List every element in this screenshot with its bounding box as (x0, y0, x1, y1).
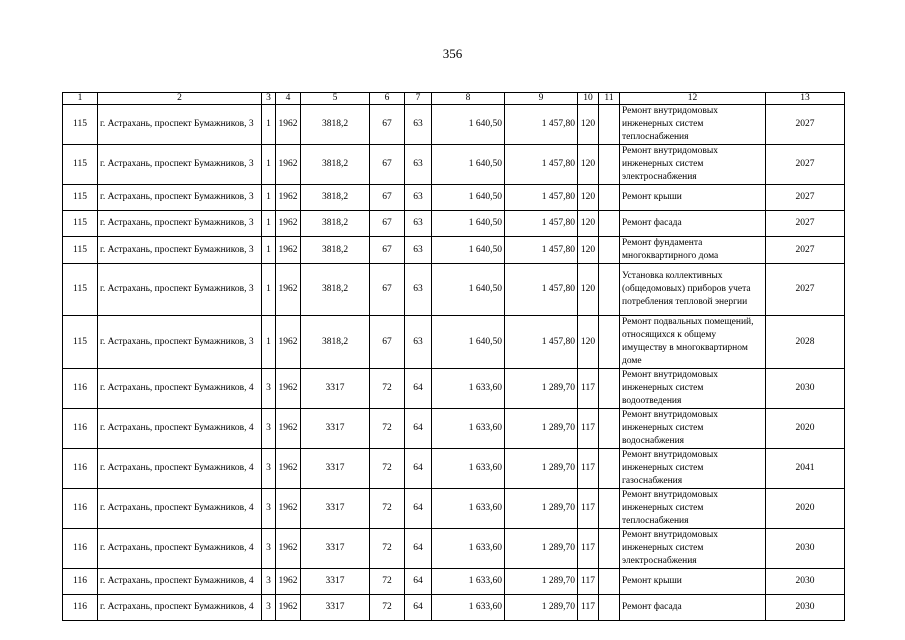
col-9-value: 1 289,70 (505, 595, 578, 621)
col-7-value: 64 (405, 449, 432, 489)
col-6-value: 72 (370, 529, 405, 569)
column-number: 9 (505, 93, 578, 105)
col-7-value: 63 (405, 211, 432, 237)
page-number: 356 (442, 46, 463, 61)
col-11-value (599, 316, 620, 369)
col-9-value: 1 457,80 (505, 185, 578, 211)
address: г. Астрахань, проспект Бумажников, 4 (98, 489, 262, 529)
total-area: 3818,2 (301, 237, 370, 264)
col-7-value: 64 (405, 569, 432, 595)
col-11-value (599, 449, 620, 489)
col-6-value: 67 (370, 316, 405, 369)
col-3-value: 1 (262, 211, 276, 237)
work-type: Ремонт внутридомовых инженерных систем водоснабжения (620, 409, 766, 449)
col-3-value: 1 (262, 316, 276, 369)
address: г. Астрахань, проспект Бумажников, 3 (98, 264, 262, 316)
build-year: 1962 (276, 211, 301, 237)
col-10-value: 120 (578, 145, 599, 185)
build-year: 1962 (276, 145, 301, 185)
col-11-value (599, 369, 620, 409)
table-row (63, 449, 845, 489)
col-10-value: 117 (578, 529, 599, 569)
address: г. Астрахань, проспект Бумажников, 3 (98, 145, 262, 185)
col-11-value (599, 264, 620, 316)
col-9-value: 1 457,80 (505, 237, 578, 264)
total-area: 3818,2 (301, 185, 370, 211)
work-type: Ремонт внутридомовых инженерных систем газоснабжения (620, 449, 766, 489)
work-type: Ремонт крыши (620, 185, 766, 211)
col-11-value (599, 145, 620, 185)
column-number: 7 (405, 93, 432, 105)
col-9-value: 1 289,70 (505, 489, 578, 529)
address: г. Астрахань, проспект Бумажников, 3 (98, 211, 262, 237)
col-7-value: 64 (405, 595, 432, 621)
total-area: 3317 (301, 369, 370, 409)
col-6-value: 67 (370, 237, 405, 264)
col-10-value: 117 (578, 489, 599, 529)
col-8-value: 1 633,60 (432, 489, 505, 529)
address: г. Астрахань, проспект Бумажников, 3 (98, 237, 262, 264)
col-9-value: 1 457,80 (505, 316, 578, 369)
work-type: Ремонт внутридомовых инженерных систем электроснабжения (620, 529, 766, 569)
total-area: 3818,2 (301, 264, 370, 316)
planned-year: 2020 (766, 489, 845, 529)
table-row (63, 409, 845, 449)
col-3-value: 1 (262, 105, 276, 145)
col-7-value: 63 (405, 105, 432, 145)
house-number: 115 (63, 105, 98, 145)
table-row (63, 316, 845, 369)
work-type: Ремонт фундамента многоквартирного дома (620, 237, 766, 264)
col-11-value (599, 211, 620, 237)
col-9-value: 1 457,80 (505, 145, 578, 185)
col-10-value: 120 (578, 316, 599, 369)
house-number: 116 (63, 449, 98, 489)
col-8-value: 1 640,50 (432, 145, 505, 185)
col-8-value: 1 640,50 (432, 211, 505, 237)
column-number: 4 (276, 93, 301, 105)
col-9-value: 1 457,80 (505, 105, 578, 145)
total-area: 3818,2 (301, 316, 370, 369)
col-7-value: 63 (405, 185, 432, 211)
work-type: Установка коллективных (общедомовых) приборов учета потребления тепловой энергии (620, 264, 766, 316)
col-9-value: 1 289,70 (505, 449, 578, 489)
planned-year: 2027 (766, 211, 845, 237)
column-number: 1 (63, 93, 98, 105)
col-7-value: 64 (405, 529, 432, 569)
capital-repair-table (62, 92, 845, 621)
build-year: 1962 (276, 449, 301, 489)
col-6-value: 72 (370, 369, 405, 409)
col-9-value: 1 289,70 (505, 409, 578, 449)
build-year: 1962 (276, 105, 301, 145)
planned-year: 2027 (766, 237, 845, 264)
work-type: Ремонт фасада (620, 595, 766, 621)
planned-year: 2030 (766, 595, 845, 621)
col-8-value: 1 633,60 (432, 529, 505, 569)
build-year: 1962 (276, 529, 301, 569)
col-6-value: 72 (370, 409, 405, 449)
planned-year: 2027 (766, 185, 845, 211)
column-number: 13 (766, 93, 845, 105)
address: г. Астрахань, проспект Бумажников, 4 (98, 529, 262, 569)
build-year: 1962 (276, 316, 301, 369)
col-8-value: 1 640,50 (432, 105, 505, 145)
total-area: 3317 (301, 569, 370, 595)
address: г. Астрахань, проспект Бумажников, 4 (98, 449, 262, 489)
planned-year: 2027 (766, 105, 845, 145)
planned-year: 2041 (766, 449, 845, 489)
house-number: 115 (63, 237, 98, 264)
col-8-value: 1 640,50 (432, 237, 505, 264)
col-6-value: 67 (370, 185, 405, 211)
col-10-value: 117 (578, 409, 599, 449)
work-type: Ремонт внутридомовых инженерных систем водоотведения (620, 369, 766, 409)
build-year: 1962 (276, 569, 301, 595)
table-row (63, 237, 845, 264)
column-number: 3 (262, 93, 276, 105)
build-year: 1962 (276, 264, 301, 316)
table-row (63, 264, 845, 316)
col-6-value: 67 (370, 145, 405, 185)
col-11-value (599, 237, 620, 264)
planned-year: 2030 (766, 529, 845, 569)
work-type: Ремонт внутридомовых инженерных систем теплоснабжения (620, 489, 766, 529)
col-9-value: 1 289,70 (505, 569, 578, 595)
column-number: 8 (432, 93, 505, 105)
total-area: 3317 (301, 489, 370, 529)
house-number: 116 (63, 569, 98, 595)
col-3-value: 1 (262, 145, 276, 185)
col-10-value: 120 (578, 237, 599, 264)
column-number: 6 (370, 93, 405, 105)
address: г. Астрахань, проспект Бумажников, 4 (98, 569, 262, 595)
col-11-value (599, 185, 620, 211)
total-area: 3317 (301, 409, 370, 449)
col-10-value: 117 (578, 569, 599, 595)
column-number: 2 (98, 93, 262, 105)
col-8-value: 1 633,60 (432, 569, 505, 595)
work-type: Ремонт фасада (620, 211, 766, 237)
col-3-value: 3 (262, 449, 276, 489)
col-10-value: 120 (578, 211, 599, 237)
col-7-value: 63 (405, 145, 432, 185)
address: г. Астрахань, проспект Бумажников, 4 (98, 409, 262, 449)
col-6-value: 67 (370, 105, 405, 145)
col-9-value: 1 289,70 (505, 369, 578, 409)
col-3-value: 1 (262, 237, 276, 264)
table-row (63, 595, 845, 621)
col-10-value: 117 (578, 595, 599, 621)
col-7-value: 63 (405, 316, 432, 369)
col-6-value: 72 (370, 489, 405, 529)
col-9-value: 1 457,80 (505, 264, 578, 316)
total-area: 3818,2 (301, 105, 370, 145)
col-8-value: 1 633,60 (432, 595, 505, 621)
house-number: 116 (63, 489, 98, 529)
address: г. Астрахань, проспект Бумажников, 3 (98, 316, 262, 369)
table-row (63, 211, 845, 237)
address: г. Астрахань, проспект Бумажников, 4 (98, 595, 262, 621)
address: г. Астрахань, проспект Бумажников, 4 (98, 369, 262, 409)
planned-year: 2020 (766, 409, 845, 449)
col-10-value: 117 (578, 369, 599, 409)
total-area: 3317 (301, 449, 370, 489)
planned-year: 2028 (766, 316, 845, 369)
col-3-value: 3 (262, 569, 276, 595)
col-9-value: 1 289,70 (505, 529, 578, 569)
total-area: 3818,2 (301, 145, 370, 185)
col-11-value (599, 489, 620, 529)
build-year: 1962 (276, 595, 301, 621)
col-9-value: 1 457,80 (505, 211, 578, 237)
table-row (63, 145, 845, 185)
column-number: 5 (301, 93, 370, 105)
build-year: 1962 (276, 237, 301, 264)
work-type: Ремонт внутридомовых инженерных систем электроснабжения (620, 145, 766, 185)
col-11-value (599, 105, 620, 145)
table-row (63, 529, 845, 569)
house-number: 115 (63, 264, 98, 316)
col-7-value: 63 (405, 237, 432, 264)
table-row (63, 369, 845, 409)
col-11-value (599, 409, 620, 449)
col-6-value: 72 (370, 449, 405, 489)
column-number: 10 (578, 93, 599, 105)
col-7-value: 63 (405, 264, 432, 316)
total-area: 3317 (301, 529, 370, 569)
work-type: Ремонт крыши (620, 569, 766, 595)
col-3-value: 3 (262, 369, 276, 409)
col-8-value: 1 633,60 (432, 369, 505, 409)
house-number: 115 (63, 211, 98, 237)
col-3-value: 3 (262, 595, 276, 621)
col-7-value: 64 (405, 409, 432, 449)
col-7-value: 64 (405, 489, 432, 529)
col-3-value: 3 (262, 489, 276, 529)
col-3-value: 1 (262, 185, 276, 211)
col-8-value: 1 633,60 (432, 409, 505, 449)
total-area: 3818,2 (301, 211, 370, 237)
house-number: 115 (63, 185, 98, 211)
house-number: 116 (63, 409, 98, 449)
col-3-value: 3 (262, 409, 276, 449)
table-row (63, 185, 845, 211)
col-10-value: 120 (578, 185, 599, 211)
table-row (63, 569, 845, 595)
col-8-value: 1 640,50 (432, 316, 505, 369)
house-number: 116 (63, 369, 98, 409)
build-year: 1962 (276, 409, 301, 449)
work-type: Ремонт подвальных помещений, относящихся к общему имуществу в многоквартирном доме (620, 316, 766, 369)
planned-year: 2030 (766, 569, 845, 595)
house-number: 115 (63, 316, 98, 369)
planned-year: 2027 (766, 264, 845, 316)
col-8-value: 1 633,60 (432, 449, 505, 489)
col-3-value: 3 (262, 529, 276, 569)
address: г. Астрахань, проспект Бумажников, 3 (98, 105, 262, 145)
house-number: 115 (63, 145, 98, 185)
table-row (63, 105, 845, 145)
column-number: 11 (599, 93, 620, 105)
col-8-value: 1 640,50 (432, 185, 505, 211)
house-number: 116 (63, 595, 98, 621)
build-year: 1962 (276, 489, 301, 529)
planned-year: 2027 (766, 145, 845, 185)
total-area: 3317 (301, 595, 370, 621)
build-year: 1962 (276, 185, 301, 211)
col-10-value: 120 (578, 105, 599, 145)
col-6-value: 72 (370, 569, 405, 595)
col-10-value: 120 (578, 264, 599, 316)
col-7-value: 64 (405, 369, 432, 409)
work-type: Ремонт внутридомовых инженерных систем теплоснабжения (620, 105, 766, 145)
house-number: 116 (63, 529, 98, 569)
col-3-value: 1 (262, 264, 276, 316)
col-8-value: 1 640,50 (432, 264, 505, 316)
build-year: 1962 (276, 369, 301, 409)
col-11-value (599, 595, 620, 621)
column-number-row (63, 93, 845, 105)
col-10-value: 117 (578, 449, 599, 489)
table-row (63, 489, 845, 529)
column-number: 12 (620, 93, 766, 105)
address: г. Астрахань, проспект Бумажников, 3 (98, 185, 262, 211)
col-11-value (599, 529, 620, 569)
col-6-value: 72 (370, 595, 405, 621)
col-6-value: 67 (370, 211, 405, 237)
col-11-value (599, 569, 620, 595)
planned-year: 2030 (766, 369, 845, 409)
col-6-value: 67 (370, 264, 405, 316)
